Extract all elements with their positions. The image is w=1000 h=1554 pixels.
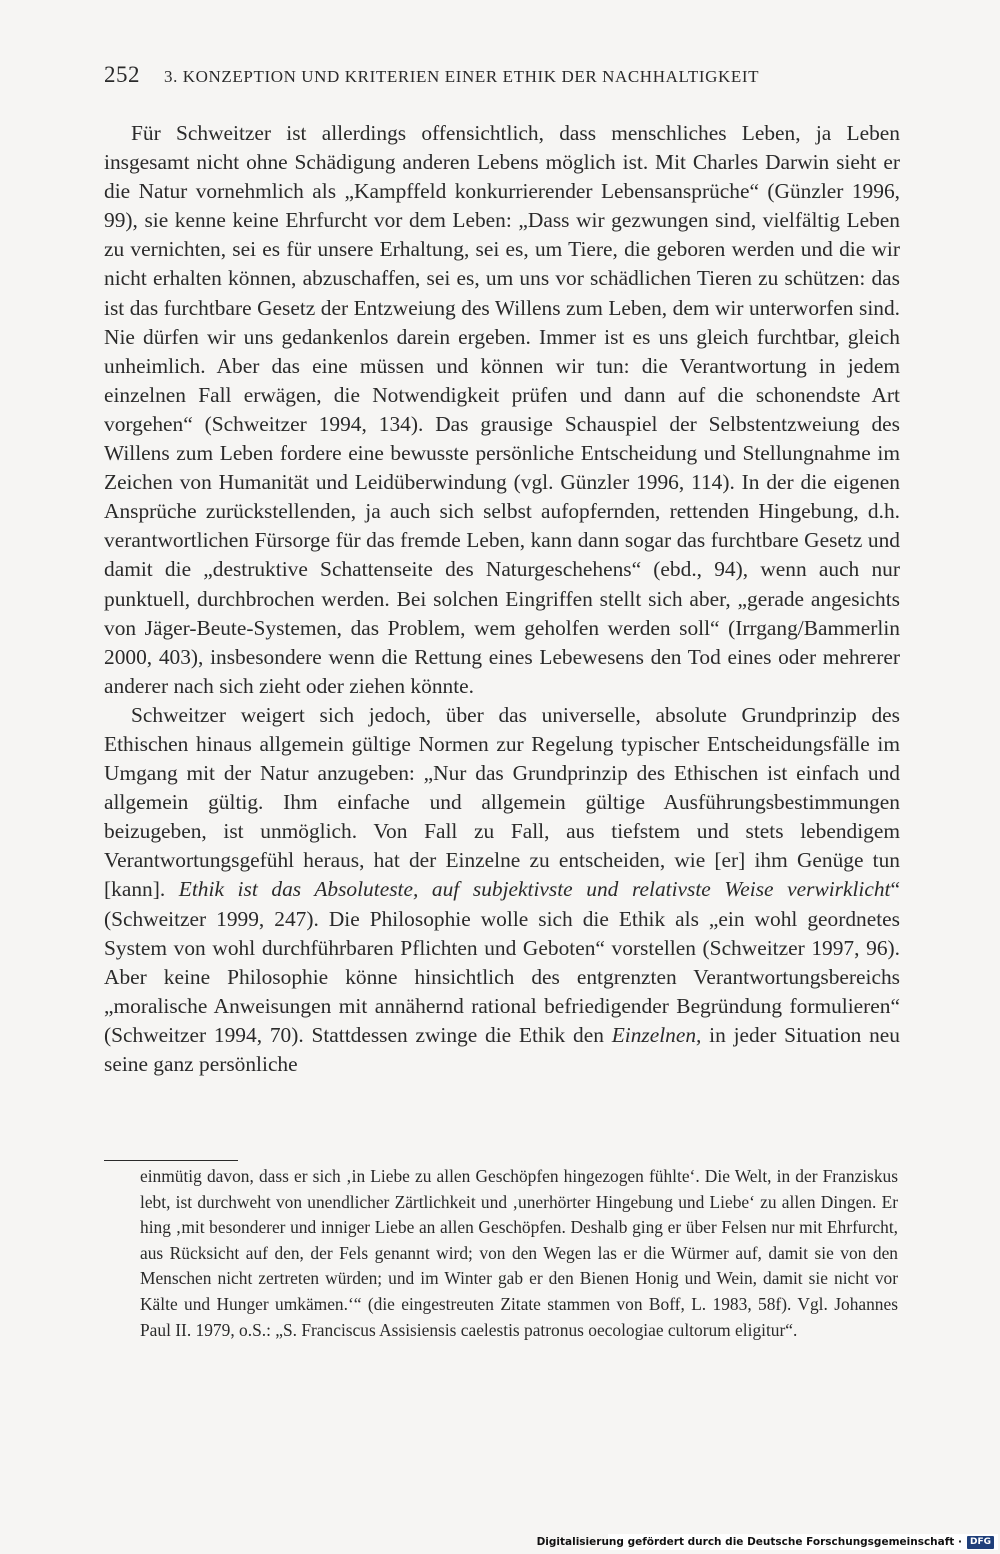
italic-text: Ethik ist das Absoluteste, auf subjektivste und relativste Weise verwirklicht — [178, 877, 891, 902]
footnote: einmütig davon, dass er sich ‚in Liebe zu allen Geschöpfen hingezogen fühlte‘. Die Welt, in der Franziskus lebt, ist durchweht von unendlicher Zärtlichkeit und ‚unerhörter Hingebung und Liebe‘ zu allen Dingen. Er hing ‚mit besonderer und inniger Liebe an allen Geschöpfen. Deshalb ging er über Felsen nur mit Ehrfurcht, aus Rücksicht auf den, der Fels genannt wird; von den Wegen las er die Würmer auf, damit sie von den Menschen nicht zertreten würden; und im Winter gab er den Bienen Honig und Wein, damit sie nicht vor Kälte und Hunger umkämen.‘“ (die eingestreuten Zitate stammen von Boff, L. 1983, 58f). Vgl. Johannes Paul II. 1979, o.S.: „S. Franciscus Assisiensis caelestis patronus oecologiae cultorum eligitur“. — [140, 1166, 898, 1340]
dfg-logo: DFG — [967, 1536, 994, 1549]
digitization-credit — [536, 1534, 998, 1550]
text-run: “ (Schweitzer 1999, 247). Die Philosophie wolle sich die Ethik als „ein wohl geordnetes System von wohl durchführbaren Pflichten und Geboten“ vorstellen (Schweitzer 1997, 96). Aber keine Philosophie könne hinsichtlich des entgrenzten Verantwortungsbereichs „moralische Anweisungen mit annähernd rational befriedigender Begründung formulieren“ (Schweitzer 1994, 70). Stattdessen zwinge die Ethik den — [104, 877, 900, 1047]
footnote-separator — [104, 1160, 238, 1161]
text-run: Schweitzer weigert sich jedoch, über das universelle, absolute Grundprinzip des Ethischen hinaus allgemein gültige Normen zur Regelung typischer Entscheidungsfälle im Umgang mit der Natur anzugeben: „Nur das Grundprinzip des Ethischen ist einfach und allgemein gültig. Ihm einfache und allgemein gültige Ausführungsbestimmungen beizugeben, ist unmöglich. Von Fall zu Fall, aus tiefstem und stets lebendigem Verantwortungsgefühl heraus, hat der Einzelne zu entscheiden, wie [er] ihm Genüge tun [kann]. — [104, 702, 900, 902]
body-text — [104, 119, 900, 1079]
page-number: 252 — [104, 62, 140, 87]
credit-text: Digitalisierung gefördert durch die Deutsche Forschungsgemeinschaft · — [536, 1536, 962, 1548]
text-run: in jeder Situation neu seine ganz persönliche — [104, 1022, 900, 1076]
page-header — [104, 62, 904, 92]
running-head: 3. KONZEPTION UND KRITERIEN EINER ETHIK DER NACHHALTIGKEIT — [164, 67, 760, 86]
text-run: Für Schweitzer ist allerdings offensichtlich, dass menschliches Leben, ja Leben insgesamt nicht ohne Schädigung anderen Lebens möglich ist. Mit Charles Darwin sieht er die Natur vornehmlich als „Kampffeld konkurrierender Lebensansprüche“ (Günzler 1996, 99), sie kenne keine Ehrfurcht vor dem Leben: „Dass wir gezwungen sind, vielfältig Leben zu vernichten, sei es für unsere Erhaltung, sei es, um Tiere, die geboren werden und die wir nicht erhalten können, abzuschaffen, sei es, um uns vor schädlichen Tieren zu schützen: das ist das furchtbare Gesetz der Entzweiung des Willens zum Leben, dem wir unterworfen sind. Nie dürfen wir uns gedankenlos darein ergeben. Immer ist es uns gleich furchtbar, gleich unheimlich. Aber das eine müssen und können wir tun: die Verantwortung in jedem einzelnen Fall erwägen, die Notwendigkeit prüfen und dann auf die schonendste Art vorgehen“ (Schweitzer 1994, 134). Das grausige Schauspiel der Selbstentzweiung des Willens zum Leben fordere eine bewusste persönliche Entscheidung und Stellungnahme im Zeichen von Humanität und Leidüberwindung (vgl. Günzler 1996, 114). In der die eigenen Ansprüche zurückstellenden, ja auch sich selbst aufopfernden, rettenden Hingebung, d.h. verantwortlichen Fürsorge für das fremde Leben, kann dann sogar das furchtbare Gesetz und damit die „destruktive Schattenseite des Naturgeschehens“ (ebd., 94), wenn auch nur punktuell, durchbrochen werden. Bei solchen Eingriffen stellt sich aber, „gerade angesichts von Jäger-Beute-Systemen, das Problem, wem geholfen werden soll“ (Irrgang/Bammerlin 2000, 403), insbesondere wenn die Rettung eines Lebewesens den Tod eines oder mehrerer anderer nach sich zieht oder ziehen könnte. — [104, 121, 900, 698]
italic-text: Einzelnen, — [611, 1022, 702, 1047]
body-paragraph — [104, 701, 900, 1079]
body-paragraph — [104, 119, 900, 701]
